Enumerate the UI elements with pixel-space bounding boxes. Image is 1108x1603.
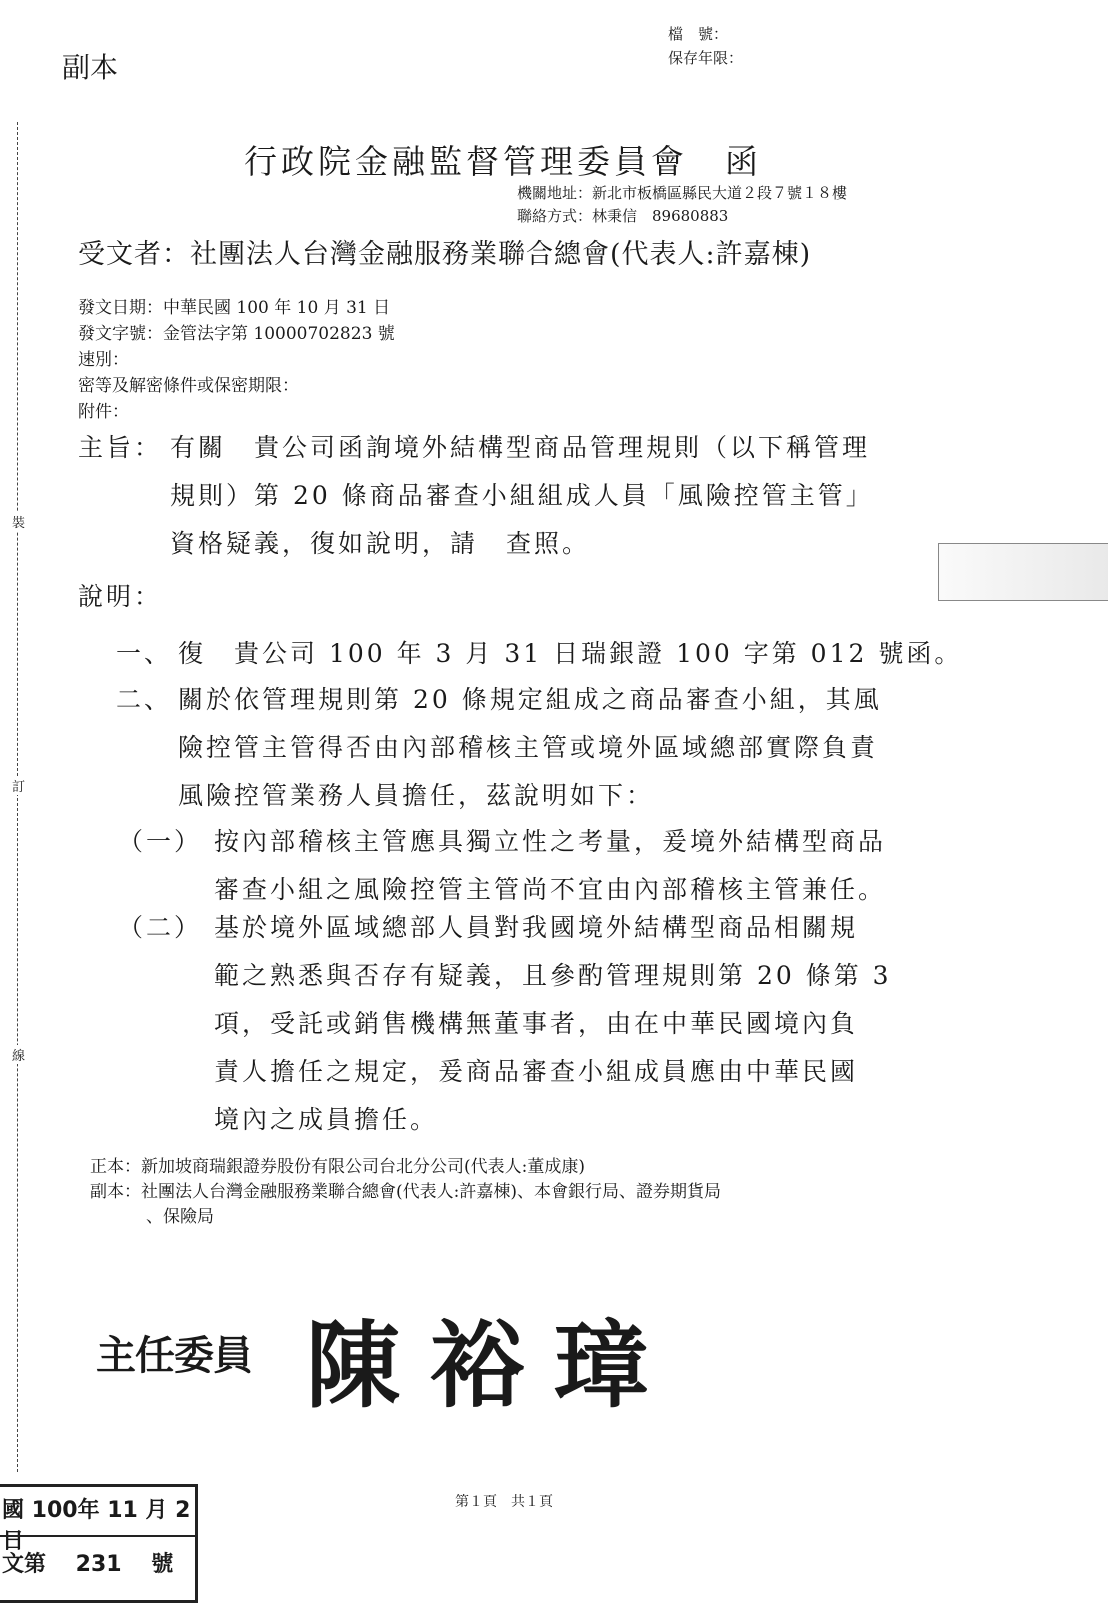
contact-info: 聯絡方式：林秉信 89680883 [517, 207, 729, 225]
binding-mark-3: 線 [12, 1045, 25, 1064]
sub1-line: 按內部稽核主管應具獨立性之考量，爰境外結構型商品 [214, 827, 887, 856]
sub2-line: 範之熟悉與否存有疑義，且參酌管理規則第 20 條第 3 [214, 961, 892, 990]
scan-artifact [938, 543, 1108, 601]
subject-line: 資格疑義，復如說明，請 查照。 [170, 529, 591, 558]
sub2-text [214, 904, 892, 1144]
binding-line [17, 122, 18, 1472]
subject-label: 主旨： [78, 433, 163, 462]
item2-line: 關於依管理規則第 20 條規定組成之商品審查小組，其風 [178, 685, 882, 714]
stamp-number: 文第 231 號 [2, 1552, 174, 1577]
copy-recipients-continued: 、保險局 [146, 1207, 214, 1227]
sub2-line: 基於境外區域總部人員對我國境外結構型商品相關規 [214, 913, 859, 942]
recipient: 受文者：社團法人台灣金融服務業聯合總會(代表人:許嘉棟) [78, 239, 812, 270]
secrecy: 密等及解密條件或保密期限： [78, 376, 299, 396]
retention-period-label: 保存年限： [668, 49, 744, 67]
urgency: 速別： [78, 350, 129, 370]
item2-text [178, 676, 882, 820]
archive-info [668, 22, 743, 70]
sub1-text [214, 818, 886, 914]
page-number: 第１頁 共１頁 [455, 1494, 553, 1510]
archive-number-label: 檔 號： [668, 25, 729, 43]
stamp-date: 國 100年 11 月 2 日 [2, 1498, 191, 1554]
item1-marker: 一、 [116, 639, 173, 668]
binding-mark-1: 裝 [12, 512, 25, 531]
sub2-line: 責人擔任之規定，爰商品審查小組成員應由中華民國 [214, 1057, 859, 1086]
issue-date: 發文日期：中華民國 100 年 10 月 31 日 [78, 298, 391, 318]
sub2-marker: （二） [118, 913, 203, 942]
sub2-line: 項，受託或銷售機構無董事者，由在中華民國境內負 [214, 1009, 859, 1038]
sub1-line: 審查小組之風險控管主管尚不宜由內部稽核主管兼任。 [214, 875, 887, 904]
document-meta [78, 295, 395, 425]
agency-address: 機關地址：新北市板橋區縣民大道２段７號１８樓 [517, 184, 848, 202]
copy-recipients: 副本：社團法人台灣金融服務業聯合總會(代表人:許嘉棟)、本會銀行局、證券期貨局 [90, 1182, 721, 1202]
item2-line: 險控管主管得否由內部稽核主管或境外區域總部實際負責 [178, 733, 879, 762]
binding-mark-2: 訂 [12, 776, 25, 795]
document-title: 行政院金融監督管理委員會 函 [244, 142, 762, 181]
sub2-line: 境內之成員擔任。 [214, 1105, 439, 1134]
contact-block [517, 182, 847, 228]
signer-title: 主任委員 [96, 1332, 252, 1379]
item1-text: 復 貴公司 100 年 3 月 31 日瑞銀證 100 字第 012 號函。 [178, 639, 963, 668]
explanation-label: 說明： [78, 582, 163, 611]
attachment: 附件： [78, 402, 129, 422]
receipt-stamp [0, 1484, 198, 1603]
document-number: 發文字號：金管法字第 10000702823 號 [78, 324, 395, 344]
subject-line: 有關 貴公司函詢境外結構型商品管理規則（以下稱管理 [170, 433, 871, 462]
subject-line: 規則）第 20 條商品審查小組組成人員「風險控管主管」 [170, 481, 874, 510]
item2-line: 風險控管業務人員擔任，茲說明如下： [178, 781, 655, 810]
signer-name: 陳裕璋 [306, 1311, 679, 1421]
stamp-divider [0, 1535, 195, 1537]
copy-mark: 副本 [62, 51, 119, 84]
subject-text [170, 424, 874, 568]
item2-marker: 二、 [116, 685, 173, 714]
distribution-list [90, 1155, 721, 1230]
sub1-marker: （一） [118, 827, 203, 856]
original-recipient: 正本：新加坡商瑞銀證券股份有限公司台北分公司(代表人:董成康) [90, 1157, 585, 1177]
